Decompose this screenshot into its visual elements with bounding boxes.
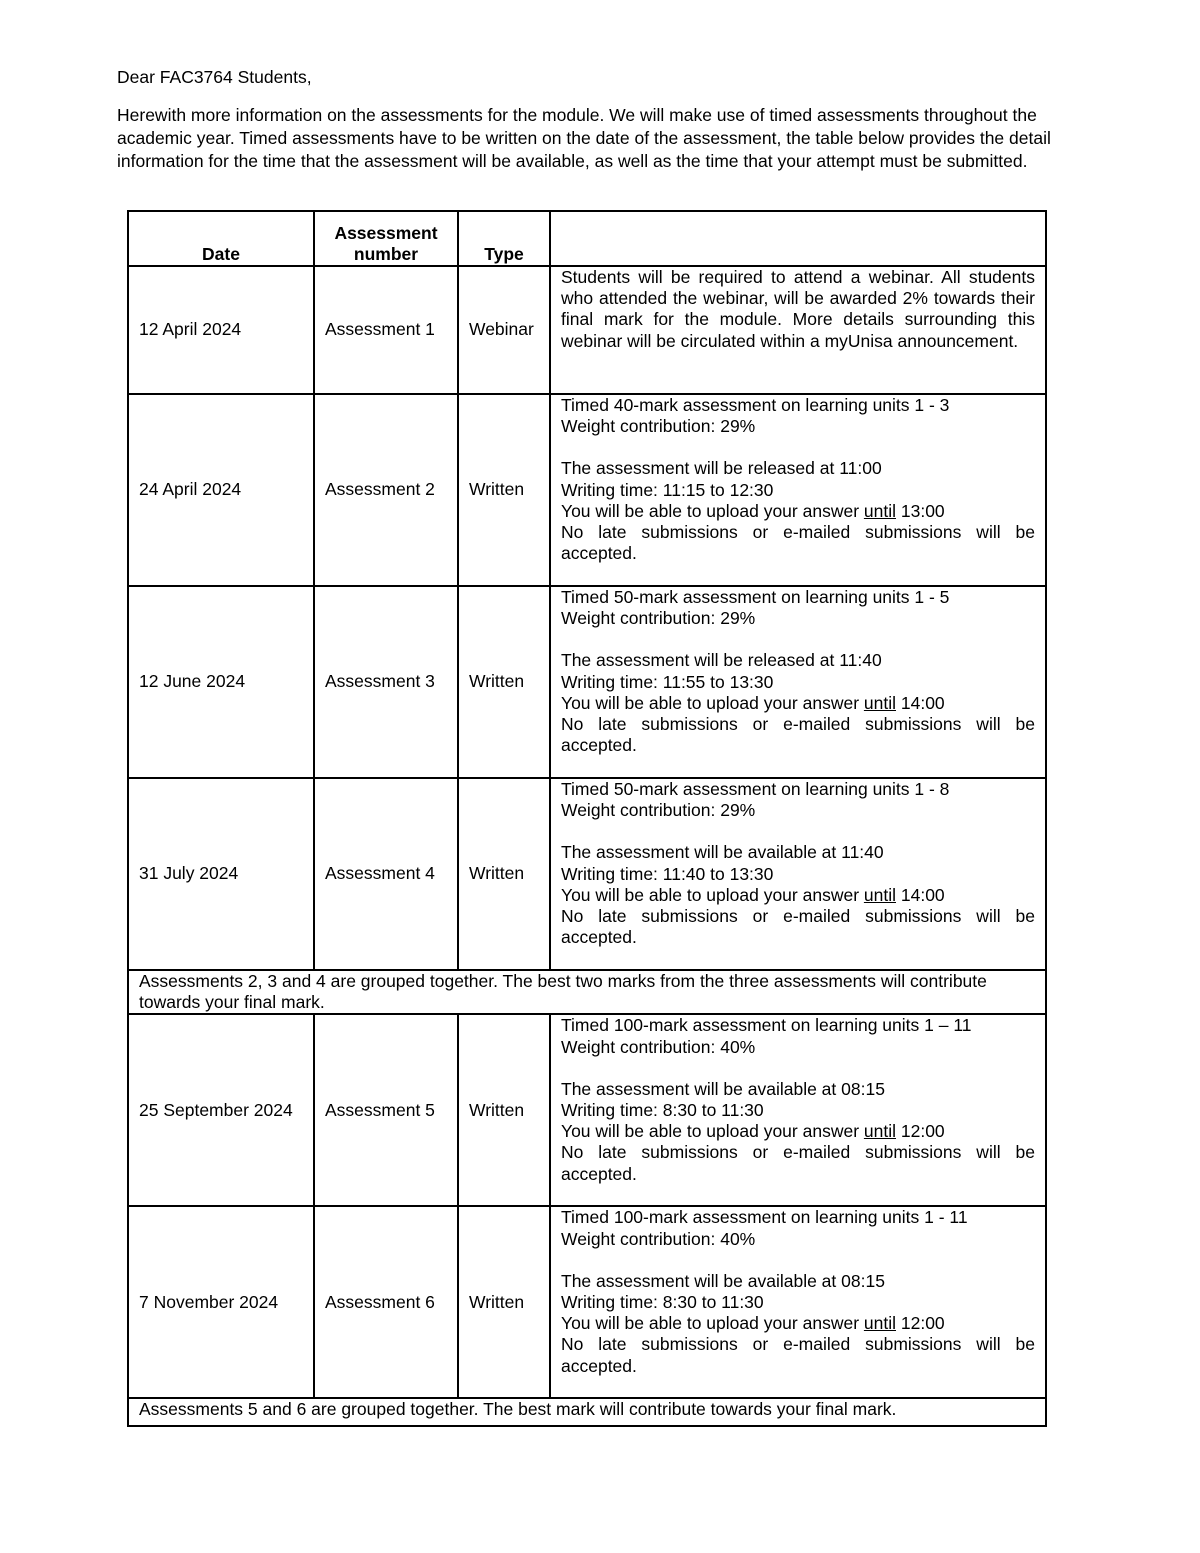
group-note-2: Assessments 5 and 6 are grouped together. The best mark will contribute towards your final mark. <box>128 1398 1046 1426</box>
details-scope: Timed 40-mark assessment on learning units 1 - 3 <box>561 395 950 415</box>
row-type: Written <box>458 1014 550 1206</box>
row-assessment-number: Assessment 2 <box>314 394 458 586</box>
until-underlined: until <box>863 1121 896 1142</box>
details-weight: Weight contribution: 40% <box>561 1228 756 1249</box>
details-late-policy: No late submissions or e-mailed submissions will be <box>561 522 1035 543</box>
row-assessment-number: Assessment 6 <box>314 1206 458 1398</box>
assessment-table <box>127 210 1047 1427</box>
details-upload: You will be able to upload your answer until 13:00 <box>561 500 945 521</box>
details-late-policy: No late submissions or e-mailed submissions will be <box>561 906 1035 927</box>
details-scope: Timed 50-mark assessment on learning units 1 - 5 <box>561 587 950 607</box>
details-scope: Timed 50-mark assessment on learning units 1 - 8 <box>561 779 950 799</box>
row-type: Written <box>458 778 550 970</box>
details-release: The assessment will be released at 11:40 <box>561 650 882 671</box>
row-assessment-number: Assessment 5 <box>314 1014 458 1206</box>
row-details <box>550 394 1046 586</box>
group-note-1: Assessments 2, 3 and 4 are grouped together. The best two marks from the three assessments will contribute towards your final mark. <box>128 970 1046 1014</box>
row-assessment-number: Assessment 1 <box>314 266 458 394</box>
row-assessment-number: Assessment 4 <box>314 778 458 970</box>
header-details <box>550 211 1046 266</box>
until-underlined: until <box>863 1313 896 1334</box>
details-weight: Weight contribution: 29% <box>561 608 756 629</box>
table-row <box>128 1014 1046 1206</box>
group-note-row <box>128 1398 1046 1426</box>
header-date: Date <box>128 211 314 266</box>
details-writing-time: Writing time: 8:30 to 11:30 <box>561 1100 764 1121</box>
header-assessment-number: Assessment number <box>314 211 458 266</box>
details-scope: Timed 100-mark assessment on learning units 1 – 11 <box>561 1015 972 1036</box>
table-row <box>128 1206 1046 1398</box>
details-late-policy-end: accepted. <box>561 543 637 564</box>
details-scope: Timed 100-mark assessment on learning units 1 - 11 <box>561 1207 968 1228</box>
details-writing-time: Writing time: 11:40 to 13:30 <box>561 863 774 884</box>
details-late-policy-end: accepted. <box>561 1163 637 1184</box>
details-upload: You will be able to upload your answer until 14:00 <box>561 692 945 713</box>
row-details <box>550 1206 1046 1398</box>
row-date: 25 September 2024 <box>128 1014 314 1206</box>
row-assessment-number: Assessment 3 <box>314 586 458 778</box>
row-details <box>550 1014 1046 1206</box>
row-details <box>550 778 1046 970</box>
row-type: Webinar <box>458 266 550 394</box>
details-release: The assessment will be available at 08:15 <box>561 1270 885 1291</box>
row-type: Written <box>458 586 550 778</box>
row-type: Written <box>458 394 550 586</box>
table-row <box>128 778 1046 970</box>
details-weight: Weight contribution: 29% <box>561 416 756 437</box>
details-upload: You will be able to upload your answer until 12:00 <box>561 1313 945 1334</box>
details-release: The assessment will be available at 08:15 <box>561 1078 885 1099</box>
until-underlined: until <box>863 884 896 905</box>
row-date: 7 November 2024 <box>128 1206 314 1398</box>
row-date: 31 July 2024 <box>128 778 314 970</box>
details-writing-time: Writing time: 8:30 to 11:30 <box>561 1292 764 1313</box>
details-late-policy: No late submissions or e-mailed submissions will be <box>561 714 1035 735</box>
row-details: Students will be required to attend a webinar. All students who attended the webinar, will be awarded 2% towards their final mark for the module. More details surrounding this webinar will be circulated within a myUnisa announcement. <box>550 266 1046 394</box>
details-weight: Weight contribution: 40% <box>561 1036 756 1057</box>
until-underlined: until <box>863 692 896 713</box>
row-date: 12 April 2024 <box>128 266 314 394</box>
row-type: Written <box>458 1206 550 1398</box>
details-writing-time: Writing time: 11:15 to 12:30 <box>561 479 774 500</box>
details-upload: You will be able to upload your answer until 14:00 <box>561 884 945 905</box>
row-details <box>550 586 1046 778</box>
details-writing-time: Writing time: 11:55 to 13:30 <box>561 671 774 692</box>
details-late-policy: No late submissions or e-mailed submissions will be <box>561 1334 1035 1355</box>
table-row <box>128 586 1046 778</box>
table-row <box>128 394 1046 586</box>
row-date: 12 June 2024 <box>128 586 314 778</box>
row-date: 24 April 2024 <box>128 394 314 586</box>
details-late-policy-end: accepted. <box>561 735 637 756</box>
greeting: Dear FAC3764 Students, <box>117 67 312 87</box>
details-release: The assessment will be available at 11:40 <box>561 842 884 863</box>
details-late-policy: No late submissions or e-mailed submissions will be <box>561 1142 1035 1163</box>
until-underlined: until <box>863 500 896 521</box>
header-type: Type <box>458 211 550 266</box>
details-weight: Weight contribution: 29% <box>561 800 756 821</box>
details-late-policy-end: accepted. <box>561 1355 637 1376</box>
intro-paragraph: Herewith more information on the assessments for the module. We will make use of timed assessments throughout the academic year. Timed assessments have to be written on the date of the assessment, the table below provides the detail information for the time that the assessment will be available, as well as the time that your attempt must be submitted. <box>117 105 1051 171</box>
details-upload: You will be able to upload your answer until 12:00 <box>561 1121 945 1142</box>
table-header-row <box>128 211 1046 266</box>
table-row <box>128 266 1046 394</box>
details-release: The assessment will be released at 11:00 <box>561 458 882 479</box>
details-late-policy-end: accepted. <box>561 927 637 948</box>
group-note-row <box>128 970 1046 1014</box>
